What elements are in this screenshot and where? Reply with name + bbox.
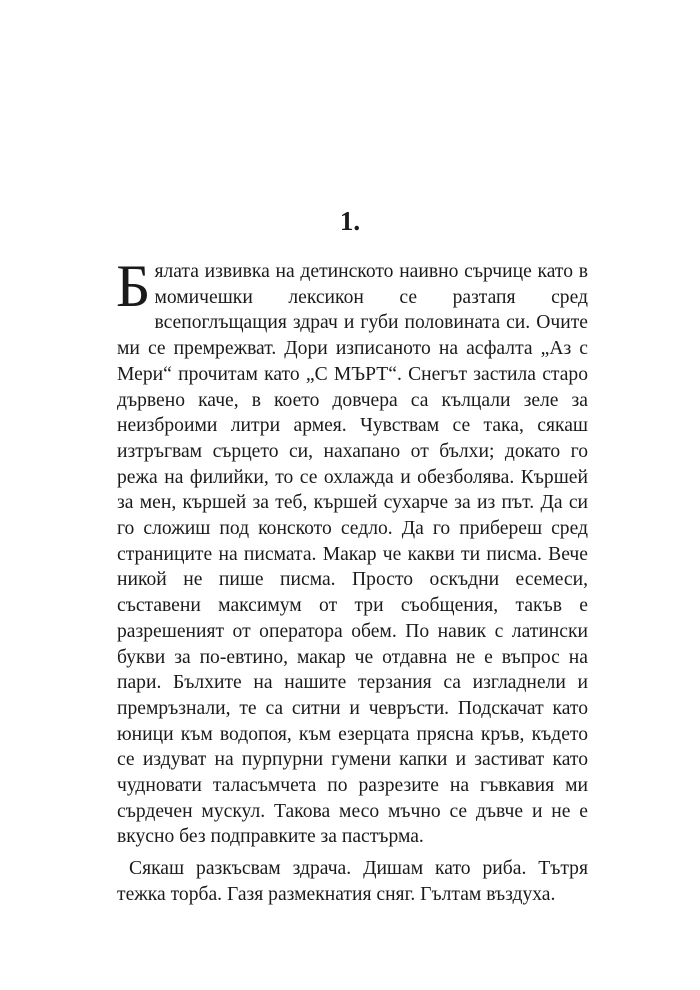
paragraph-text: ялата извивка на детинското наивно сърчице като в момичешки лексикон се разтапя сред всепоглъщащия здрач и губи половината си. Очите ми се премрежват. Дори изписаното на асфалта „Аз с Мери“ прочитам като „С МЪРТ“. Снегът застила старо дървено каче, в което довчера са кълцали зеле за неизброими литри армея. Чувствам се така, сякаш изтръгвам сърцето си, нахапано от бълхи; докато го режа на филийки, то се охлажда и обезболява. Кършей за мен, кършей за теб, кършей сухарче за из път. Да си го сложиш под конското седло. Да го прибереш сред страниците на писмата. Макар че какви ти писма. Вече никой не пише писма. Просто оскъдни есемеси, съставени максимум от три съобщения, такъв е разрешеният от оператора обем. По навик с латински букви за по-евтино, макар че отдавна не е въпрос на пари. Бълхите на нашите терзания са изгладнели и премръзнали, те са ситни и чевръсти. Подскачат като юници към водопоя, към езерцата прясна кръв, където се издуват на пурпурни гумени капки и застиват като чудновати таласъмчета по разрезите на гъвкавия ми сърдечен мускул. Такова месо мъчно се дъвче и не е вкусно без подправките за пастърма. [117, 261, 588, 848]
chapter-heading: 1. [339, 206, 361, 236]
paragraph-text: Сякаш разкъсвам здрача. Дишам като риба. Тътря тежка торба. Газя размекнатия сняг. Гълтам въздуха. [117, 858, 588, 905]
paragraph [117, 856, 588, 907]
paragraph [116, 253, 588, 850]
drop-cap: Б [116, 253, 151, 319]
body-text [116, 253, 588, 908]
